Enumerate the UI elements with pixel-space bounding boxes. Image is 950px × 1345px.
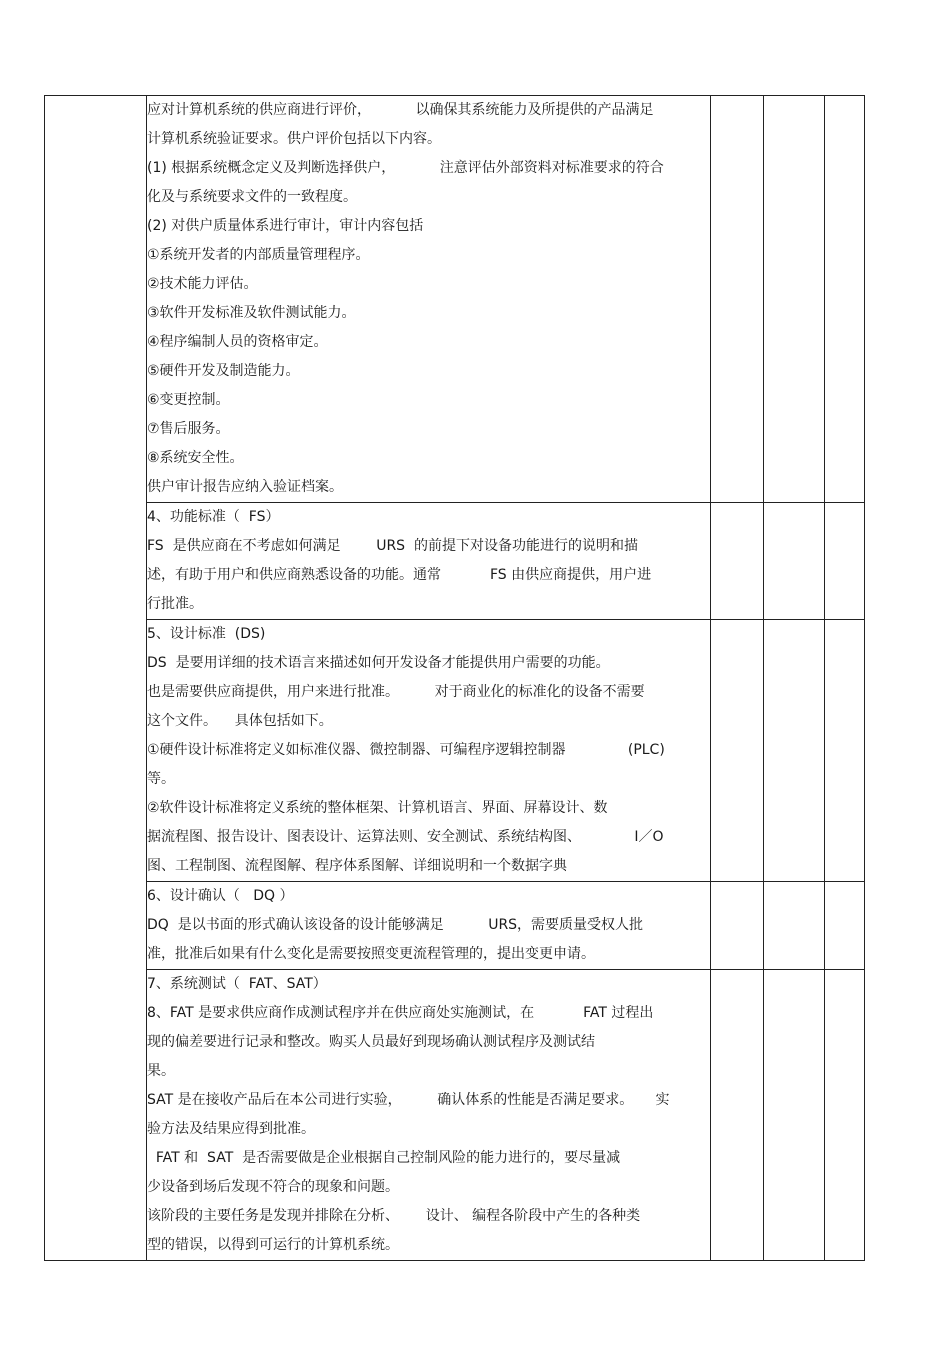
text-line: DQ 是以书面的形式确认该设备的设计能够满足 URS，需要质量受权人批 — [147, 917, 644, 933]
text-line: FAT 和 SAT 是否需要做是企业根据自己控制风险的能力进行的，要尽量减 — [147, 1150, 621, 1166]
empty-cell — [764, 96, 825, 503]
text-line: 现的偏差要进行记录和整改。购买人员最好到现场确认测试程序及测试结 — [147, 1034, 595, 1050]
text-line: DS 是要用详细的技术语言来描述如何开发设备才能提供用户需要的功能。 — [147, 655, 610, 671]
text-line: 验方法及结果应得到批准。 — [147, 1121, 315, 1137]
empty-cell — [764, 503, 825, 620]
table-row — [45, 96, 865, 503]
empty-cell — [825, 882, 865, 970]
section-heading: 7、系统测试（ FAT、SAT） — [147, 976, 327, 992]
empty-cell — [825, 96, 865, 503]
empty-cell — [825, 620, 865, 882]
text-line: ①硬件设计标准将定义如标准仪器、微控制器、可编程序逻辑控制器 (PLC) — [147, 742, 665, 758]
text-line: ②软件设计标准将定义系统的整体框架、计算机语言、界面、屏幕设计、数 — [147, 800, 608, 816]
text-line: 等。 — [147, 771, 175, 787]
content-cell-functional-spec — [147, 503, 711, 620]
empty-cell — [764, 620, 825, 882]
text-line: 也是需要供应商提供，用户来进行批准。 对于商业化的标准化的设备不需要 — [147, 684, 645, 700]
text-line: ③软件开发标准及软件测试能力。 — [147, 305, 356, 321]
content-cell-supplier-evaluation — [147, 96, 711, 503]
text-line: ⑥变更控制。 — [147, 392, 230, 408]
empty-cell — [764, 970, 825, 1261]
text-line: 型的错误，以得到可运行的计算机系统。 — [147, 1237, 399, 1253]
document-table — [44, 95, 865, 1261]
text-line: (1) 根据系统概念定义及判断选择供户， 注意评估外部资料对标准要求的符合 — [147, 160, 664, 176]
left-column-cell — [45, 96, 147, 1261]
text-line: FS 是供应商在不考虑如何满足 URS 的前提下对设备功能进行的说明和描 — [147, 538, 638, 554]
table-row — [45, 503, 865, 620]
text-line: 准，批准后如果有什么变化是需要按照变更流程管理的，提出变更申请。 — [147, 946, 595, 962]
text-line: 少设备到场后发现不符合的现象和问题。 — [147, 1179, 399, 1195]
empty-cell — [711, 503, 764, 620]
text-line: 果。 — [147, 1063, 175, 1079]
empty-cell — [711, 96, 764, 503]
text-line: ⑤硬件开发及制造能力。 — [147, 363, 300, 379]
empty-cell — [764, 882, 825, 970]
table-row — [45, 970, 865, 1261]
text-line: 该阶段的主要任务是发现并排除在分析、 设计、 编程各阶段中产生的各种类 — [147, 1208, 641, 1224]
text-line: 据流程图、报告设计、图表设计、运算法则、安全测试、系统结构图、 I／O — [147, 829, 664, 845]
text-line: 计算机系统验证要求。供户评价包括以下内容。 — [147, 131, 441, 147]
section-heading: 5、设计标准 (DS) — [147, 626, 266, 642]
text-line: ②技术能力评估。 — [147, 276, 258, 292]
text-line: 行批准。 — [147, 596, 203, 612]
text-line: 图、工程制图、流程图解、程序体系图解、详细说明和一个数据字典 — [147, 858, 567, 874]
empty-cell — [711, 970, 764, 1261]
text-line: 应对计算机系统的供应商进行评价， 以确保其系统能力及所提供的产品满足 — [147, 102, 654, 118]
table-row — [45, 882, 865, 970]
table-row — [45, 620, 865, 882]
text-line: 8、FAT 是要求供应商作成测试程序并在供应商处实施测试，在 FAT 过程出 — [147, 1005, 654, 1021]
text-line: 述，有助于用户和供应商熟悉设备的功能。通常 FS 由供应商提供，用户进 — [147, 567, 652, 583]
content-cell-design-qualification — [147, 882, 711, 970]
section-heading: 4、功能标准（ FS） — [147, 509, 280, 525]
text-line: ①系统开发者的内部质量管理程序。 — [147, 247, 370, 263]
text-line: 供户审计报告应纳入验证档案。 — [147, 479, 343, 495]
content-cell-system-testing — [147, 970, 711, 1261]
text-line: SAT 是在接收产品后在本公司进行实验， 确认体系的性能是否满足要求。 实 — [147, 1092, 670, 1108]
text-line: (2) 对供户质量体系进行审计，审计内容包括 — [147, 218, 424, 234]
content-cell-design-spec — [147, 620, 711, 882]
text-line: ⑦售后服务。 — [147, 421, 230, 437]
empty-cell — [825, 970, 865, 1261]
empty-cell — [711, 620, 764, 882]
section-heading: 6、设计确认（ DQ ） — [147, 888, 294, 904]
text-line: ④程序编制人员的资格审定。 — [147, 334, 328, 350]
text-line: 这个文件。 具体包括如下。 — [147, 713, 333, 729]
empty-cell — [825, 503, 865, 620]
text-line: 化及与系统要求文件的一致程度。 — [147, 189, 357, 205]
empty-cell — [711, 882, 764, 970]
text-line: ⑧系统安全性。 — [147, 450, 244, 466]
